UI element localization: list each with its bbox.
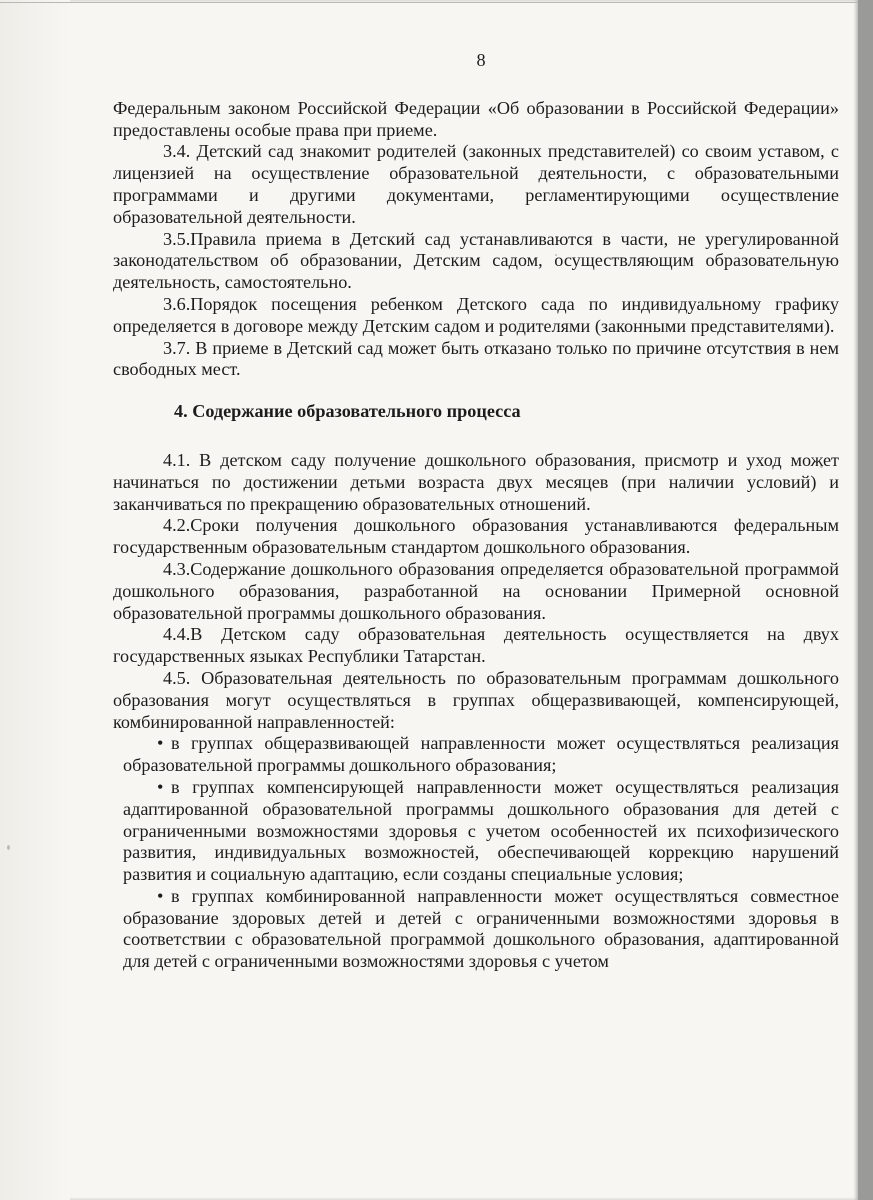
paragraph-3-6: 3.6.Порядок посещения ребенком Детского сада по индивидуальному графику определяется в договоре между Детским садом и родителями (законными представителями). [113, 293, 839, 336]
section-heading: 4. Содержание образовательного процесса [174, 401, 521, 422]
scan-edge-shade [0, 0, 70, 1200]
paragraph-3-7: 3.7. В приеме в Детский сад может быть отказано только по причине отсутствия в нем свободных мест. [113, 337, 839, 380]
paragraph-3-5: 3.5.Правила приема в Детский сад устанавливаются в части, не урегулированной законодательством об образовании, Детским садом, осуществляющим образовательную деятельность, самостоятельно. [113, 228, 839, 293]
paragraph-3-4: 3.4. Детский сад знакомит родителей (законных представителей) со своим уставом, с лицензией на осуществление образовательной деятельности, с образовательными программами и другими документами, регламентирующими осуществление образовательной деятельности. [113, 141, 839, 227]
paragraph-federal-law: Федеральным законом Российской Федерации «Об образовании в Российской Федерации» предоставлены особые права при приеме. [113, 97, 839, 140]
paragraph-4-2: 4.2.Сроки получения дошкольного образования устанавливаются федеральным государственным образовательным стандартом дошкольного образования. [113, 515, 839, 558]
list-item-combined-groups: • в группах комбинированной направленности может осуществляться совместное образование здоровых детей и детей с ограниченными возможностями здоровья в соответствии с образовательной программой дошкольного образования, адаптированной для детей с ограниченными возможностями здоровья с учетом [113, 886, 839, 973]
paragraph-4-4: 4.4.В Детском саду образовательная деятельность осуществляется на двух государственных языках Республики Татарстан. [113, 624, 839, 667]
list-item-compensating-groups: • в группах компенсирующей направленности может осуществляться реализация адаптированной образовательной программы дошкольного образования для детей с ограниченными возможностями здоровья с учетом особенностей их психофизического развития, индивидуальных возможностей, обеспечивающей коррекцию нарушений развития и социальную адаптацию, если созданы специальные условия; [113, 777, 839, 886]
page-number: 8 [476, 50, 486, 70]
paragraph-4-5: 4.5. Образовательная деятельность по образовательным программам дошкольного образования могут осуществляться в группах общеразвивающей, компенсирующей, комбинированной направленностей: [113, 667, 839, 732]
document-body [113, 50, 839, 973]
paragraph-4-1: 4.1. В детском саду получение дошкольного образования, присмотр и уход может начинаться по достижении детьми возраста двух месяцев (при наличии условий) и заканчиваться по прекращению образовательных отношений. [113, 449, 839, 514]
paragraph-4-3: 4.3.Содержание дошкольного образования определяется образовательной программой дошкольного образования, разработанной на основании Примерной основной образовательной программы дошкольного образования. [113, 558, 839, 623]
scan-speck [7, 845, 10, 850]
scan-top-edge [0, 2, 858, 3]
group-types-list [113, 733, 839, 973]
list-item-general-groups: • в группах общеразвивающей направленности может осуществляться реализация образовательной программы дошкольного образования; [113, 733, 839, 777]
